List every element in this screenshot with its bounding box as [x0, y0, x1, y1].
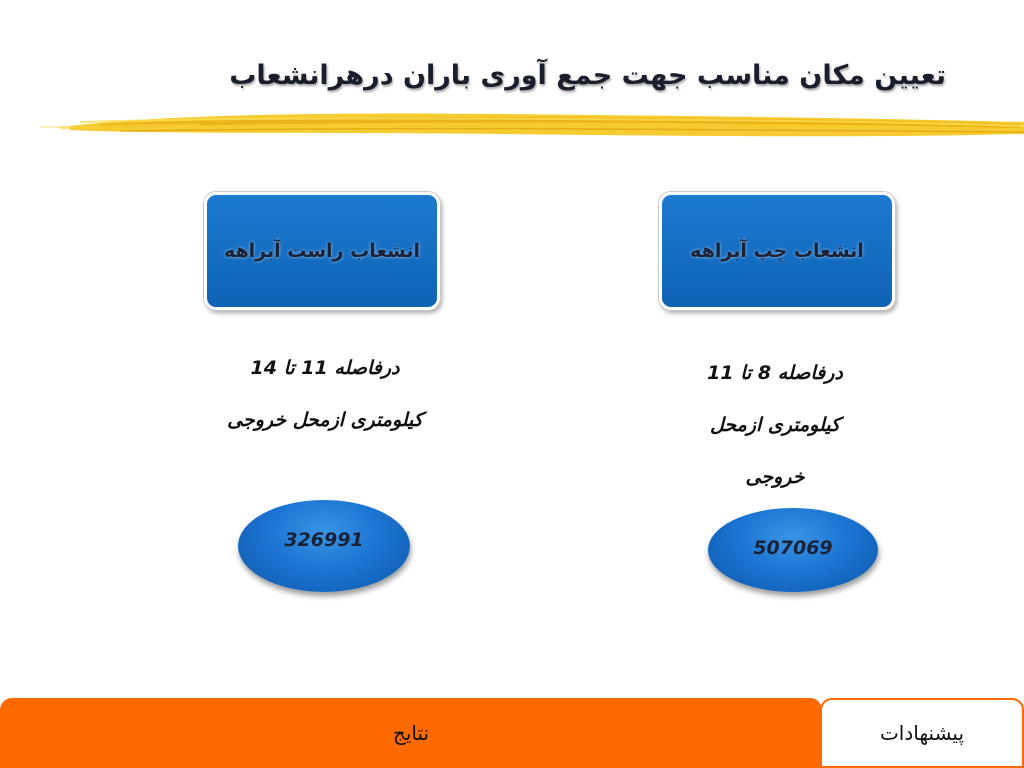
tab-suggestions[interactable] — [820, 698, 1024, 768]
left-branch-distance-line2: کیلومتری ازمحل — [709, 414, 841, 436]
left-branch-distance-line1: درفاصله 8 تا 11 — [707, 362, 843, 384]
left-branch-value: 507069 — [753, 537, 833, 559]
left-branch-distance-line3: خروجی — [745, 466, 805, 488]
tab-results-label: نتایج — [392, 721, 430, 745]
right-branch-label: انشعاب راست آبراهه — [223, 240, 421, 262]
right-branch-distance — [200, 342, 450, 446]
right-branch-value-oval — [238, 500, 410, 592]
yellow-brush-stroke — [0, 104, 1024, 144]
left-branch-value-oval — [708, 508, 878, 592]
right-branch-box — [204, 192, 440, 310]
right-branch-value: 326991 — [284, 529, 364, 551]
left-branch-label: انشعاب چپ آبراهه — [690, 240, 864, 262]
left-branch-box — [659, 192, 895, 310]
tab-results[interactable] — [0, 698, 822, 768]
tab-suggestions-label: پیشنهادات — [879, 721, 965, 745]
left-branch-distance — [690, 347, 860, 503]
right-branch-distance-line1: درفاصله 11 تا 14 — [250, 357, 400, 379]
slide-title: تعیین مکان مناسب جهت جمع آوری باران درهرانشعاب — [229, 60, 946, 91]
right-branch-distance-line2: کیلومتری ازمحل خروجی — [227, 409, 423, 431]
bottom-nav — [0, 698, 1024, 768]
